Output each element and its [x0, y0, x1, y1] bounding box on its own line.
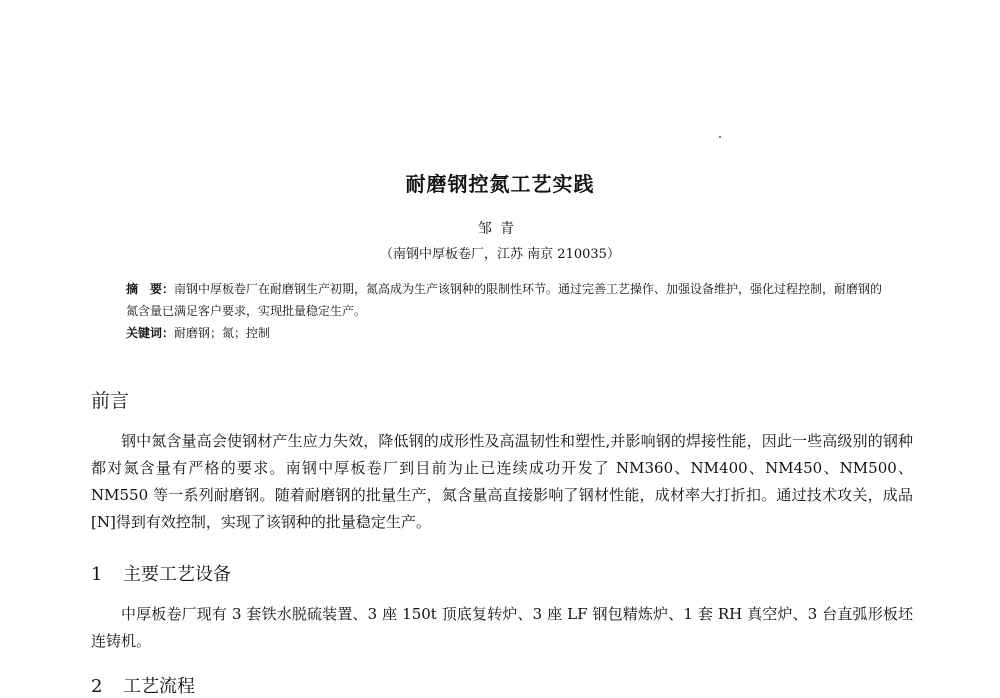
abstract: [126, 278, 886, 322]
section-heading-equipment: [91, 560, 231, 586]
author-affiliation: （南钢中厚板卷厂，江苏 南京 210035）: [380, 247, 620, 262]
abstract-text: 南钢中厚板卷厂在耐磨钢生产初期，氮高成为生产该钢种的限制性环节。通过完善工艺操作、加强设备维护，强化过程控制，耐磨钢的氮含量已满足客户要求，实现批量稳定生产。: [126, 282, 883, 318]
section-heading-preface: [91, 386, 129, 413]
abstract-label: 摘 要：: [126, 282, 175, 296]
keywords-label: 关键词：: [126, 326, 175, 340]
section-title: 工艺流程: [123, 676, 195, 697]
paper-title: 耐磨钢控氮工艺实践: [405, 172, 595, 196]
author-name: 邹青: [478, 221, 522, 237]
abstract-block: [126, 278, 886, 344]
keywords-text: 耐磨钢；氮；控制: [174, 326, 271, 340]
section-title: 主要工艺设备: [123, 564, 231, 585]
section-number: 2: [91, 676, 103, 697]
section-title: 前言: [91, 390, 130, 412]
section-heading-process: [91, 672, 195, 698]
keywords: [126, 322, 886, 344]
scan-speck: [719, 136, 721, 138]
section-body-preface: 钢中氮含量高会使钢材产生应力失效，降低钢的成形性及高温韧性和塑性,并影响钢的焊接性能，因此一些高级别的钢种都对氮含量有严格的要求。南钢中厚板卷厂到目前为止已连续成功开发了 NM360、NM400、NM450、NM500、NM550 等一系列耐磨钢。随着耐磨钢的批量生产，氮含量高直接影响了钢材性能，成材率大打折扣。通过技术攻关，成品[N]得到有效控制，实现了该钢种的批量稳定生产。: [91, 432, 913, 531]
section-number: 1: [91, 564, 103, 585]
section-body-equipment: 中厚板卷厂现有 3 套铁水脱硫装置、3 座 150t 顶底复转炉、3 座 LF 钢包精炼炉、1 套 RH 真空炉、3 台直弧形板坯连铸机。: [91, 605, 913, 650]
